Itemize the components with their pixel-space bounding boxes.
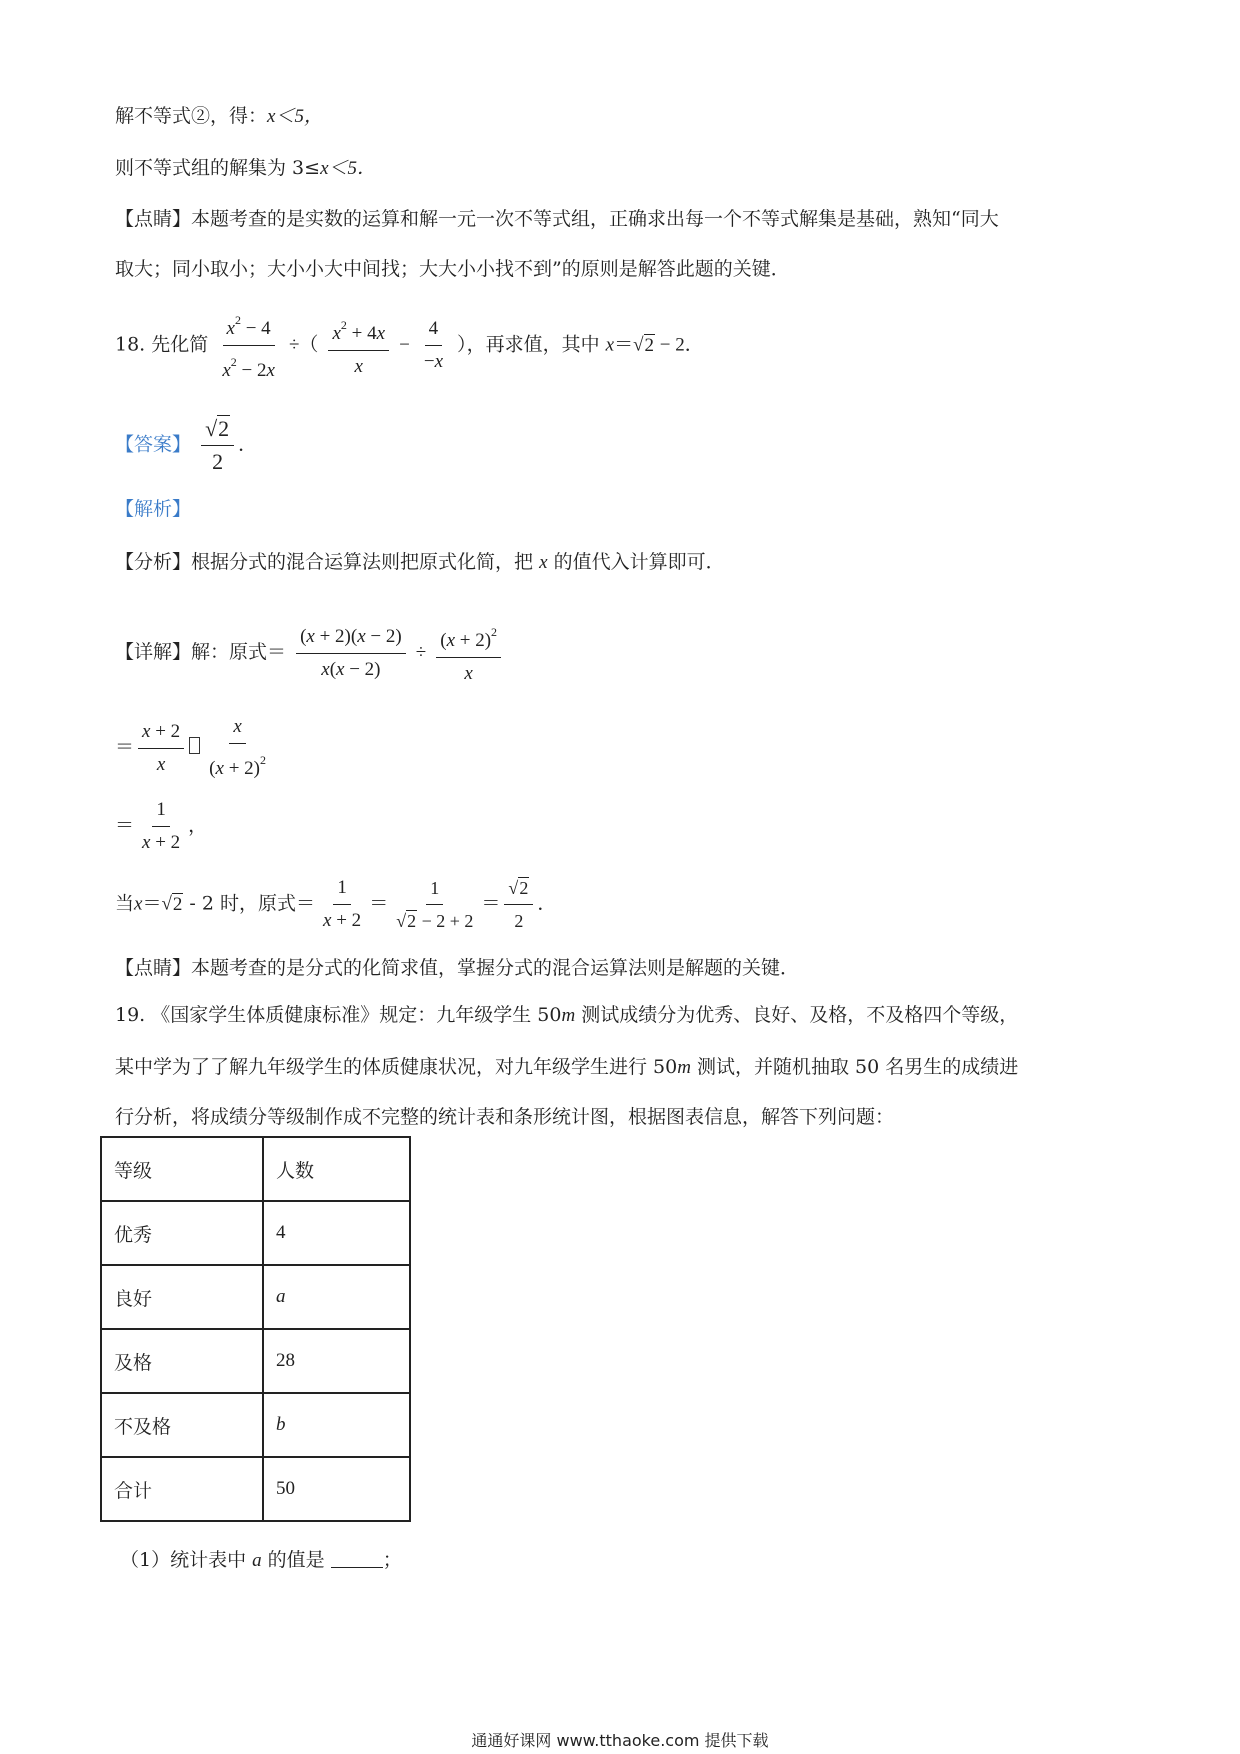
fraction: $\frac{(x + 2)(x - 2)}{x(x - 2)}$ [296, 623, 406, 684]
text: 本题考查的是实数的运算和解一元一次不等式组，正确求出每一个不等式解集是基础，熟知“同大 [191, 208, 999, 230]
answer-line [115, 415, 257, 476]
table-row [101, 1265, 410, 1329]
answer-tag: 【答案】 [115, 433, 192, 456]
table-cell: 及格 [101, 1329, 263, 1393]
text: 本题考查的是分式的化简求值，掌握分式的混合运算法则是解题的关键． [191, 957, 800, 979]
math: x＜5， [267, 106, 323, 127]
text: 测试成绩分为优秀、良好、及格，不及格四个等级， [575, 1004, 1019, 1026]
table-cell: 4 [263, 1201, 410, 1265]
text: ，再求值，其中 [466, 333, 600, 356]
table-cell: 50 [263, 1457, 410, 1521]
question-18: 18. 先化简 $\frac{x^2 - 4}{x^2 - 2x}$ ÷（ $\frac{x^2 + 4x}{x}$ − $\frac{4}{-x}$ ），再求值，其中 x＝√2 − 2． [115, 306, 704, 385]
tag: 【详解】 [115, 641, 192, 663]
text: 解不等式②，得： [115, 105, 268, 127]
text: 解：原式＝ [191, 641, 287, 663]
table-header-cell: 人数 [263, 1137, 410, 1201]
text: ． [684, 333, 704, 356]
fraction: $\frac{(x + 2)^2}{x}$ [436, 618, 501, 688]
tag: 【点睛】 [115, 957, 192, 979]
footer: 通通好课网 www.tthaoke.com 提供下载 [471, 1731, 769, 1750]
fraction: $\frac{1}{x + 2}$ [319, 874, 365, 935]
table-cell: 优秀 [101, 1201, 263, 1265]
text: 某中学为了了解九年级学生的体质健康状况，对九年级学生进行 50 [115, 1056, 678, 1078]
tag: 【点睛】 [115, 208, 192, 230]
fenxi-line: 【分析】根据分式的混合运算法则把原式化简，把 x 的值代入计算即可． [115, 551, 725, 573]
table-header-cell: 等级 [101, 1137, 263, 1201]
grade-table [100, 1136, 411, 1522]
text-line [115, 103, 323, 130]
text: ． [537, 892, 557, 915]
fraction: $\frac{x^2 - 4}{x^2 - 2x}$ [218, 306, 279, 385]
jiexi-tag: 【解析】 [115, 498, 192, 520]
tag: 【分析】 [115, 551, 192, 573]
text: 根据分式的混合运算法则把原式化简，把 [191, 551, 534, 573]
table-row [101, 1393, 410, 1457]
table-cell: b [263, 1393, 410, 1457]
dianjing-2 [115, 955, 799, 981]
table-cell: a [263, 1265, 410, 1329]
table-cell: 28 [263, 1329, 410, 1393]
table-row [101, 1201, 410, 1265]
unit: m [561, 1005, 576, 1026]
xiangjie-line: 【详解】解：原式＝ $\frac{(x + 2)(x - 2)}{x(x - 2)}$ ÷ $\frac{(x + 2)^2}{x}$ [115, 618, 505, 688]
fraction: $\frac{√2}{2}$ [201, 415, 234, 476]
text: 的值代入计算即可． [553, 551, 725, 573]
text: ． [238, 433, 258, 456]
table-header-row [101, 1137, 410, 1201]
question-19-line-2 [115, 1054, 1018, 1081]
answer-blank[interactable] [331, 1549, 383, 1568]
text: 则不等式组的解集为 3≤ [115, 157, 321, 179]
text: 当 [115, 892, 135, 915]
question-19-line-1 [115, 1002, 1018, 1029]
table-cell: 合计 [101, 1457, 263, 1521]
sub-question-1: （1）统计表中 a 的值是 ； [120, 1549, 402, 1571]
table-cell: 良好 [101, 1265, 263, 1329]
text: - 2 时，原式＝ [183, 892, 316, 915]
fraction: $\frac{1}{x + 2}$ [138, 796, 184, 857]
dianjing-line-2 [115, 256, 790, 282]
unit: m [677, 1057, 691, 1078]
text: 测试，并随机抽取 50 名男生的成绩进 [690, 1056, 1019, 1078]
fraction: $\frac{x^2 + 4x}{x}$ [328, 311, 389, 381]
question-19-line-3 [115, 1104, 894, 1130]
table-row [101, 1457, 410, 1521]
fraction: $\frac{4}{-x}$ [420, 315, 447, 376]
step-2: ＝ $\frac{1}{x + 2}$ ， [115, 796, 207, 857]
text: 19. 《国家学生体质健康标准》规定：九年级学生 50 [115, 1004, 562, 1026]
fraction: $\frac{√2}{2}$ [504, 874, 533, 935]
text: 取大；同小取小；大小小大中间找；大大小小找不到”的原则是解答此题的关键． [115, 258, 790, 280]
table-row [101, 1329, 410, 1393]
fraction: $\frac{1}{√2 - 2 + 2}$ [392, 874, 477, 935]
text: ； [382, 1549, 402, 1571]
question-number: 18. 先化简 [115, 333, 209, 356]
text: （1）统计表中 [120, 1549, 247, 1571]
fraction: $\frac{x}{(x + 2)^2}$ [205, 713, 270, 783]
step-1: ＝ $\frac{x + 2}{x}$ $\frac{x}{(x + 2)^2}$ [115, 713, 274, 783]
text-line [115, 155, 376, 182]
table-cell: 不及格 [101, 1393, 263, 1457]
text: 的值是 [261, 1549, 331, 1571]
text: 行分析，将成绩分等级制作成不完整的统计表和条形统计图，根据图表信息，解答下列问题： [115, 1106, 895, 1128]
math: x＜5． [320, 158, 376, 179]
dang-line: 当x＝√2 - 2 时，原式＝ $\frac{1}{x + 2}$ ＝ $\frac{1}{√2 - 2 + 2}$ ＝ $\frac{√2}{2}$ ． [115, 874, 556, 935]
dianjing-line-1 [115, 206, 999, 232]
fraction: $\frac{x + 2}{x}$ [138, 718, 184, 779]
